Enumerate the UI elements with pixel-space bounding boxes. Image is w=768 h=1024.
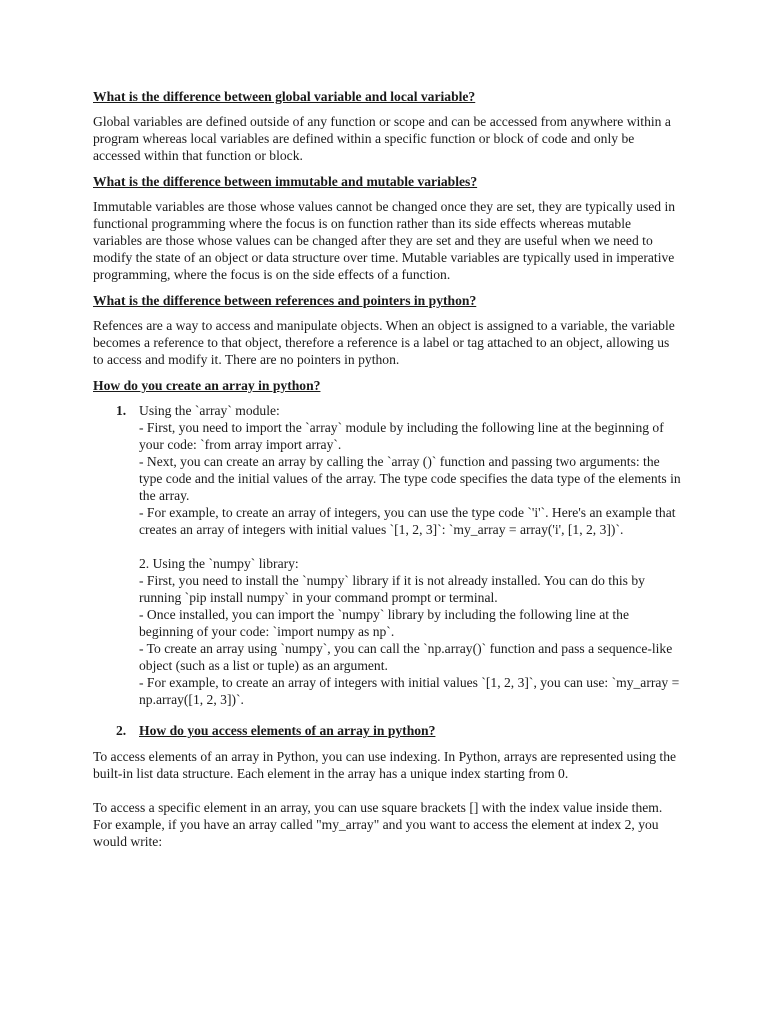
paragraph-gap: [93, 782, 683, 799]
list-gap: [139, 538, 683, 555]
question-access-array: How do you access elements of an array in python?: [139, 723, 436, 738]
numpy-step-example: - For example, to create an array of integers with initial values `[1, 2, 3]`, you can use: `my_array = np.array([1, 2, 3])`.: [139, 675, 680, 707]
array-module-step-example: - For example, to create an array of integers, you can use the type code `'i'`. Here's an example that creates an array of integers with initial values `[1, 2, 3]`: `my_array = array('i', [1, 2, 3])`.: [139, 505, 676, 537]
document-page: [93, 88, 683, 859]
answer-immutable-mutable: Immutable variables are those whose values cannot be changed once they are set, they are typically used in functional programming where the focus is on function rather than its side effects whereas mutable variables are those whose values can be changed after they are set and they are useful when we need to modify the state of an object or data structure over time. Mutable variables are typically used in imperative programming, where the focus is on the side effects of a function.: [93, 199, 676, 282]
list-item-body: [139, 722, 683, 739]
question-global-local: What is the difference between global variable and local variable?: [93, 89, 476, 104]
list-item-create-array: [93, 402, 683, 708]
answer-references-pointers: Refences are a way to access and manipulate objects. When an object is assigned to a variable, the variable becomes a reference to that object, therefore a reference is a label or tag attached to an object, allowing us to access and modify it. There are no pointers in python.: [93, 318, 675, 367]
numpy-step-install: - First, you need to install the `numpy` library if it is not already installed. You can do this by running `pip install numpy` in your command prompt or terminal.: [139, 573, 645, 605]
answer-access-array-1: To access elements of an array in Python, you can use indexing. In Python, arrays are represented using the built-in list data structure. Each element in the array has a unique index starting from 0.: [93, 749, 677, 781]
array-module-step-create: - Next, you can create an array by calling the `array ()` function and passing two arguments: the type code and the initial values of the array. The type code specifies the data type of the elements in the array.: [139, 454, 681, 503]
question-immutable-mutable: What is the difference between immutable and mutable variables?: [93, 174, 478, 189]
numpy-step-import: - Once installed, you can import the `numpy` library by including the following line at the beginning of your code: `import numpy as np`.: [139, 607, 630, 639]
question-create-array: How do you create an array in python?: [93, 378, 321, 393]
list-number: 1.: [116, 403, 127, 418]
numpy-step-create: - To create an array using `numpy`, you can call the `np.array()` function and pass a sequence-like object (such as a list or tuple) as an argument.: [139, 641, 673, 673]
array-module-step-import: - First, you need to import the `array` module by including the following line at the beginning of your code: `from array import array`.: [139, 420, 664, 452]
list-item-body: [139, 402, 683, 708]
question-references-pointers: What is the difference between references and pointers in python?: [93, 293, 477, 308]
list-item-access-array: [93, 722, 683, 739]
answer-access-array-2: To access a specific element in an array, you can use square brackets [] with the index value inside them. For example, if you have an array called "my_array" and you want to access the element at index 2, you would write:: [93, 800, 663, 849]
answer-global-local: Global variables are defined outside of any function or scope and can be accessed from anywhere within a program whereas local variables are defined within a specific function or block of code and only be accessed within that function or block.: [93, 114, 671, 163]
array-module-heading: Using the `array` module:: [139, 403, 280, 418]
numpy-heading: 2. Using the `numpy` library:: [139, 556, 299, 571]
list-number: 2.: [116, 723, 127, 738]
